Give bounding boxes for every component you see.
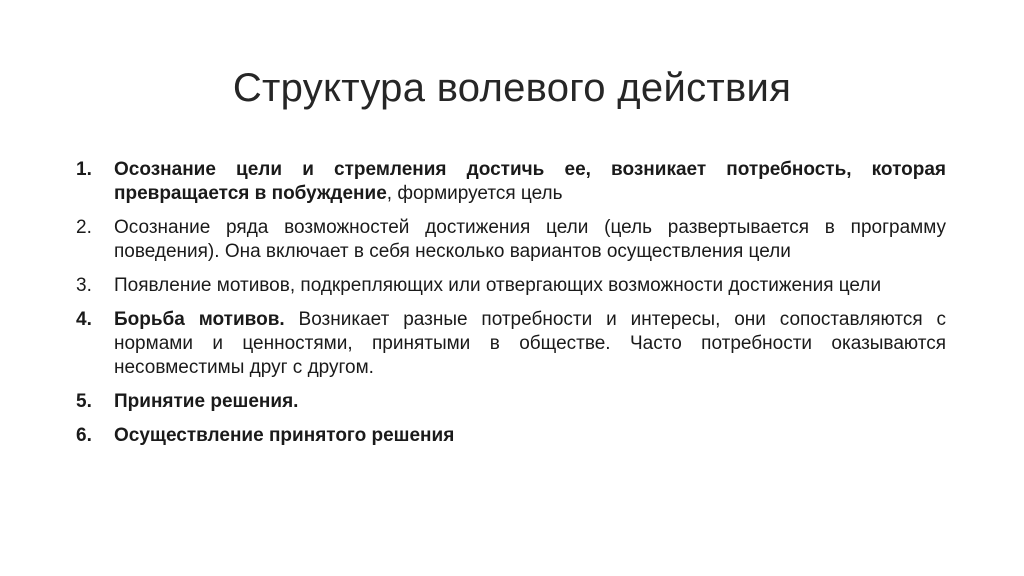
list-item-4 <box>76 308 946 380</box>
item-bold-text: Осознание цели и стремления достичь ее, возникает потребность, которая превращается в побуждение <box>114 159 946 204</box>
item-number: 3. <box>76 275 92 296</box>
item-bold-text: Принятие решения. <box>114 391 299 412</box>
item-number: 5. <box>76 391 92 412</box>
item-text <box>114 216 946 264</box>
list-item-3 <box>76 274 946 298</box>
list-item-5 <box>76 390 946 414</box>
slide-title: Структура волевого действия <box>232 66 792 110</box>
item-number: 6. <box>76 425 92 446</box>
item-number: 4. <box>76 309 92 330</box>
item-number: 1. <box>76 159 92 180</box>
list-item-6 <box>76 424 946 448</box>
list-item-1 <box>76 158 946 206</box>
item-text <box>114 158 946 206</box>
structure-list <box>76 158 946 458</box>
item-number: 2. <box>76 217 92 238</box>
item-text <box>114 390 946 414</box>
item-text <box>114 424 946 448</box>
item-normal-text: Появление мотивов, подкрепляющих или отвергающих возможности достижения цели <box>114 275 882 296</box>
item-text <box>114 274 946 298</box>
item-bold-text: Борьба мотивов. <box>114 309 285 330</box>
item-normal-text: Осознание ряда возможностей достижения цели (цель развертывается в программу поведения). Она включает в себя несколько вариантов осуществления цели <box>114 217 946 262</box>
item-normal-text: , формируется цель <box>386 183 563 204</box>
item-text <box>114 308 946 380</box>
list-item-2 <box>76 216 946 264</box>
item-bold-text: Осуществление принятого решения <box>114 425 455 446</box>
item-normal-text: Возникает разные потребности и интересы, они сопоставляются с нормами и ценностями, принятыми в обществе. Часто потребности оказываются несовместимы друг с другом. <box>114 309 946 378</box>
